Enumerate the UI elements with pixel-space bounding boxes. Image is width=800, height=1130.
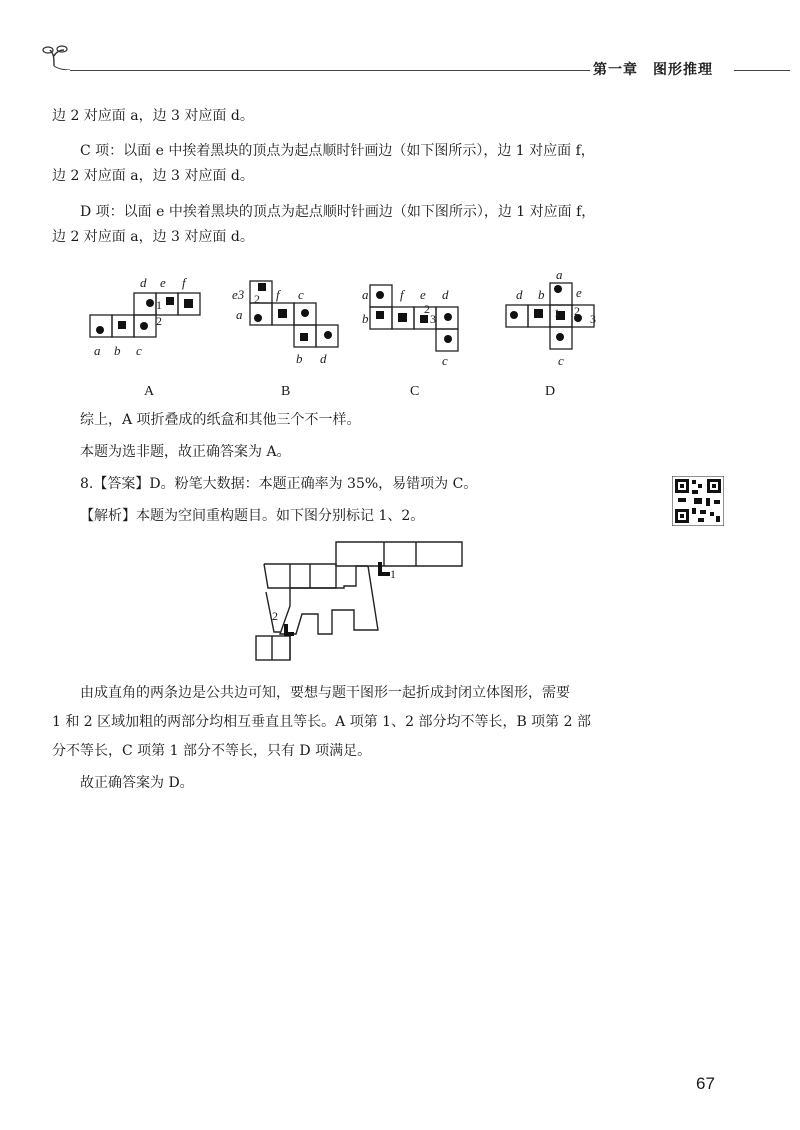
svg-text:d: d xyxy=(516,287,523,302)
svg-text:3: 3 xyxy=(590,312,596,326)
text-line: 边 2 对应面 a，边 3 对应面 d。 xyxy=(52,229,254,245)
svg-text:a: a xyxy=(236,307,243,322)
answer-line: 8.【答案】D。粉笔大数据：本题正确率为 35%，易错项为 C。 xyxy=(80,476,478,492)
svg-text:c: c xyxy=(136,343,142,358)
svg-text:2: 2 xyxy=(156,314,162,328)
sprout-icon xyxy=(40,40,70,70)
svg-text:d: d xyxy=(320,351,327,366)
svg-text:b: b xyxy=(538,287,545,302)
figure-label-d: D xyxy=(545,384,556,399)
svg-text:1: 1 xyxy=(554,306,560,320)
svg-text:1: 1 xyxy=(390,567,396,581)
text-line: 本题为选非题，故正确答案为 A。 xyxy=(80,444,291,460)
svg-text:a: a xyxy=(94,343,101,358)
text-line: 分不等长，C 项第 1 部分不等长，只有 D 项满足。 xyxy=(52,743,372,759)
svg-text:c: c xyxy=(298,287,304,302)
final-answer: 故正确答案为 D。 xyxy=(80,775,194,791)
figure-label-b: B xyxy=(281,384,291,399)
page-number: 67 xyxy=(696,1074,715,1093)
svg-text:b: b xyxy=(114,343,121,358)
svg-text:d: d xyxy=(442,287,449,302)
svg-text:a: a xyxy=(556,267,563,282)
svg-text:e: e xyxy=(420,287,426,302)
svg-text:1: 1 xyxy=(156,298,162,312)
text-line: 1 和 2 区域加粗的两部分均相互垂直且等长。A 项第 1、2 部分均不等长，B 项第 2 部 xyxy=(52,714,591,730)
svg-text:c: c xyxy=(442,353,448,368)
svg-text:a: a xyxy=(362,287,369,302)
text-line: 综上，A 项折叠成的纸盒和其他三个不一样。 xyxy=(80,412,361,428)
figure-label-c: C xyxy=(410,384,420,399)
svg-text:f: f xyxy=(182,275,186,290)
text-line: D 项：以面 e 中挨着黑块的顶点为起点顺时针画边（如下图所示），边 1 对应面 f， xyxy=(80,204,596,220)
svg-text:f: f xyxy=(276,287,280,302)
svg-text:2: 2 xyxy=(272,609,278,623)
text-line: C 项：以面 e 中挨着黑块的顶点为起点顺时针画边（如下图所示），边 1 对应面 f， xyxy=(80,143,595,159)
figure-label-a: A xyxy=(144,384,155,399)
header-rule-right xyxy=(734,70,790,71)
svg-text:b: b xyxy=(296,351,303,366)
qr-code-icon xyxy=(672,476,724,526)
svg-text:2: 2 xyxy=(574,304,580,318)
svg-text:b: b xyxy=(362,311,369,326)
svg-text:e: e xyxy=(576,285,582,300)
svg-text:e3: e3 xyxy=(232,287,245,302)
svg-text:2: 2 xyxy=(254,292,260,306)
svg-text:f: f xyxy=(400,287,404,302)
chapter-title: 第一章 图形推理 xyxy=(593,62,713,78)
svg-text:e: e xyxy=(160,275,166,290)
cube-nets-figure xyxy=(80,265,620,375)
net-a xyxy=(90,293,200,337)
text-line: 边 2 对应面 a，边 3 对应面 d。 xyxy=(52,108,254,124)
header-rule xyxy=(70,70,590,71)
svg-text:d: d xyxy=(140,275,147,290)
analysis-line: 【解析】本题为空间重构题目。如下图分别标记 1、2。 xyxy=(80,508,425,524)
svg-text:2: 2 xyxy=(424,302,430,316)
text-line: 由成直角的两条边是公共边可知，要想与题干图形一起折成封闭立体图形，需要 xyxy=(80,685,570,701)
svg-text:c: c xyxy=(558,353,564,368)
text-line: 边 2 对应面 a，边 3 对应面 d。 xyxy=(52,168,254,184)
spatial-net-figure xyxy=(250,534,470,664)
svg-text:3: 3 xyxy=(430,312,436,326)
